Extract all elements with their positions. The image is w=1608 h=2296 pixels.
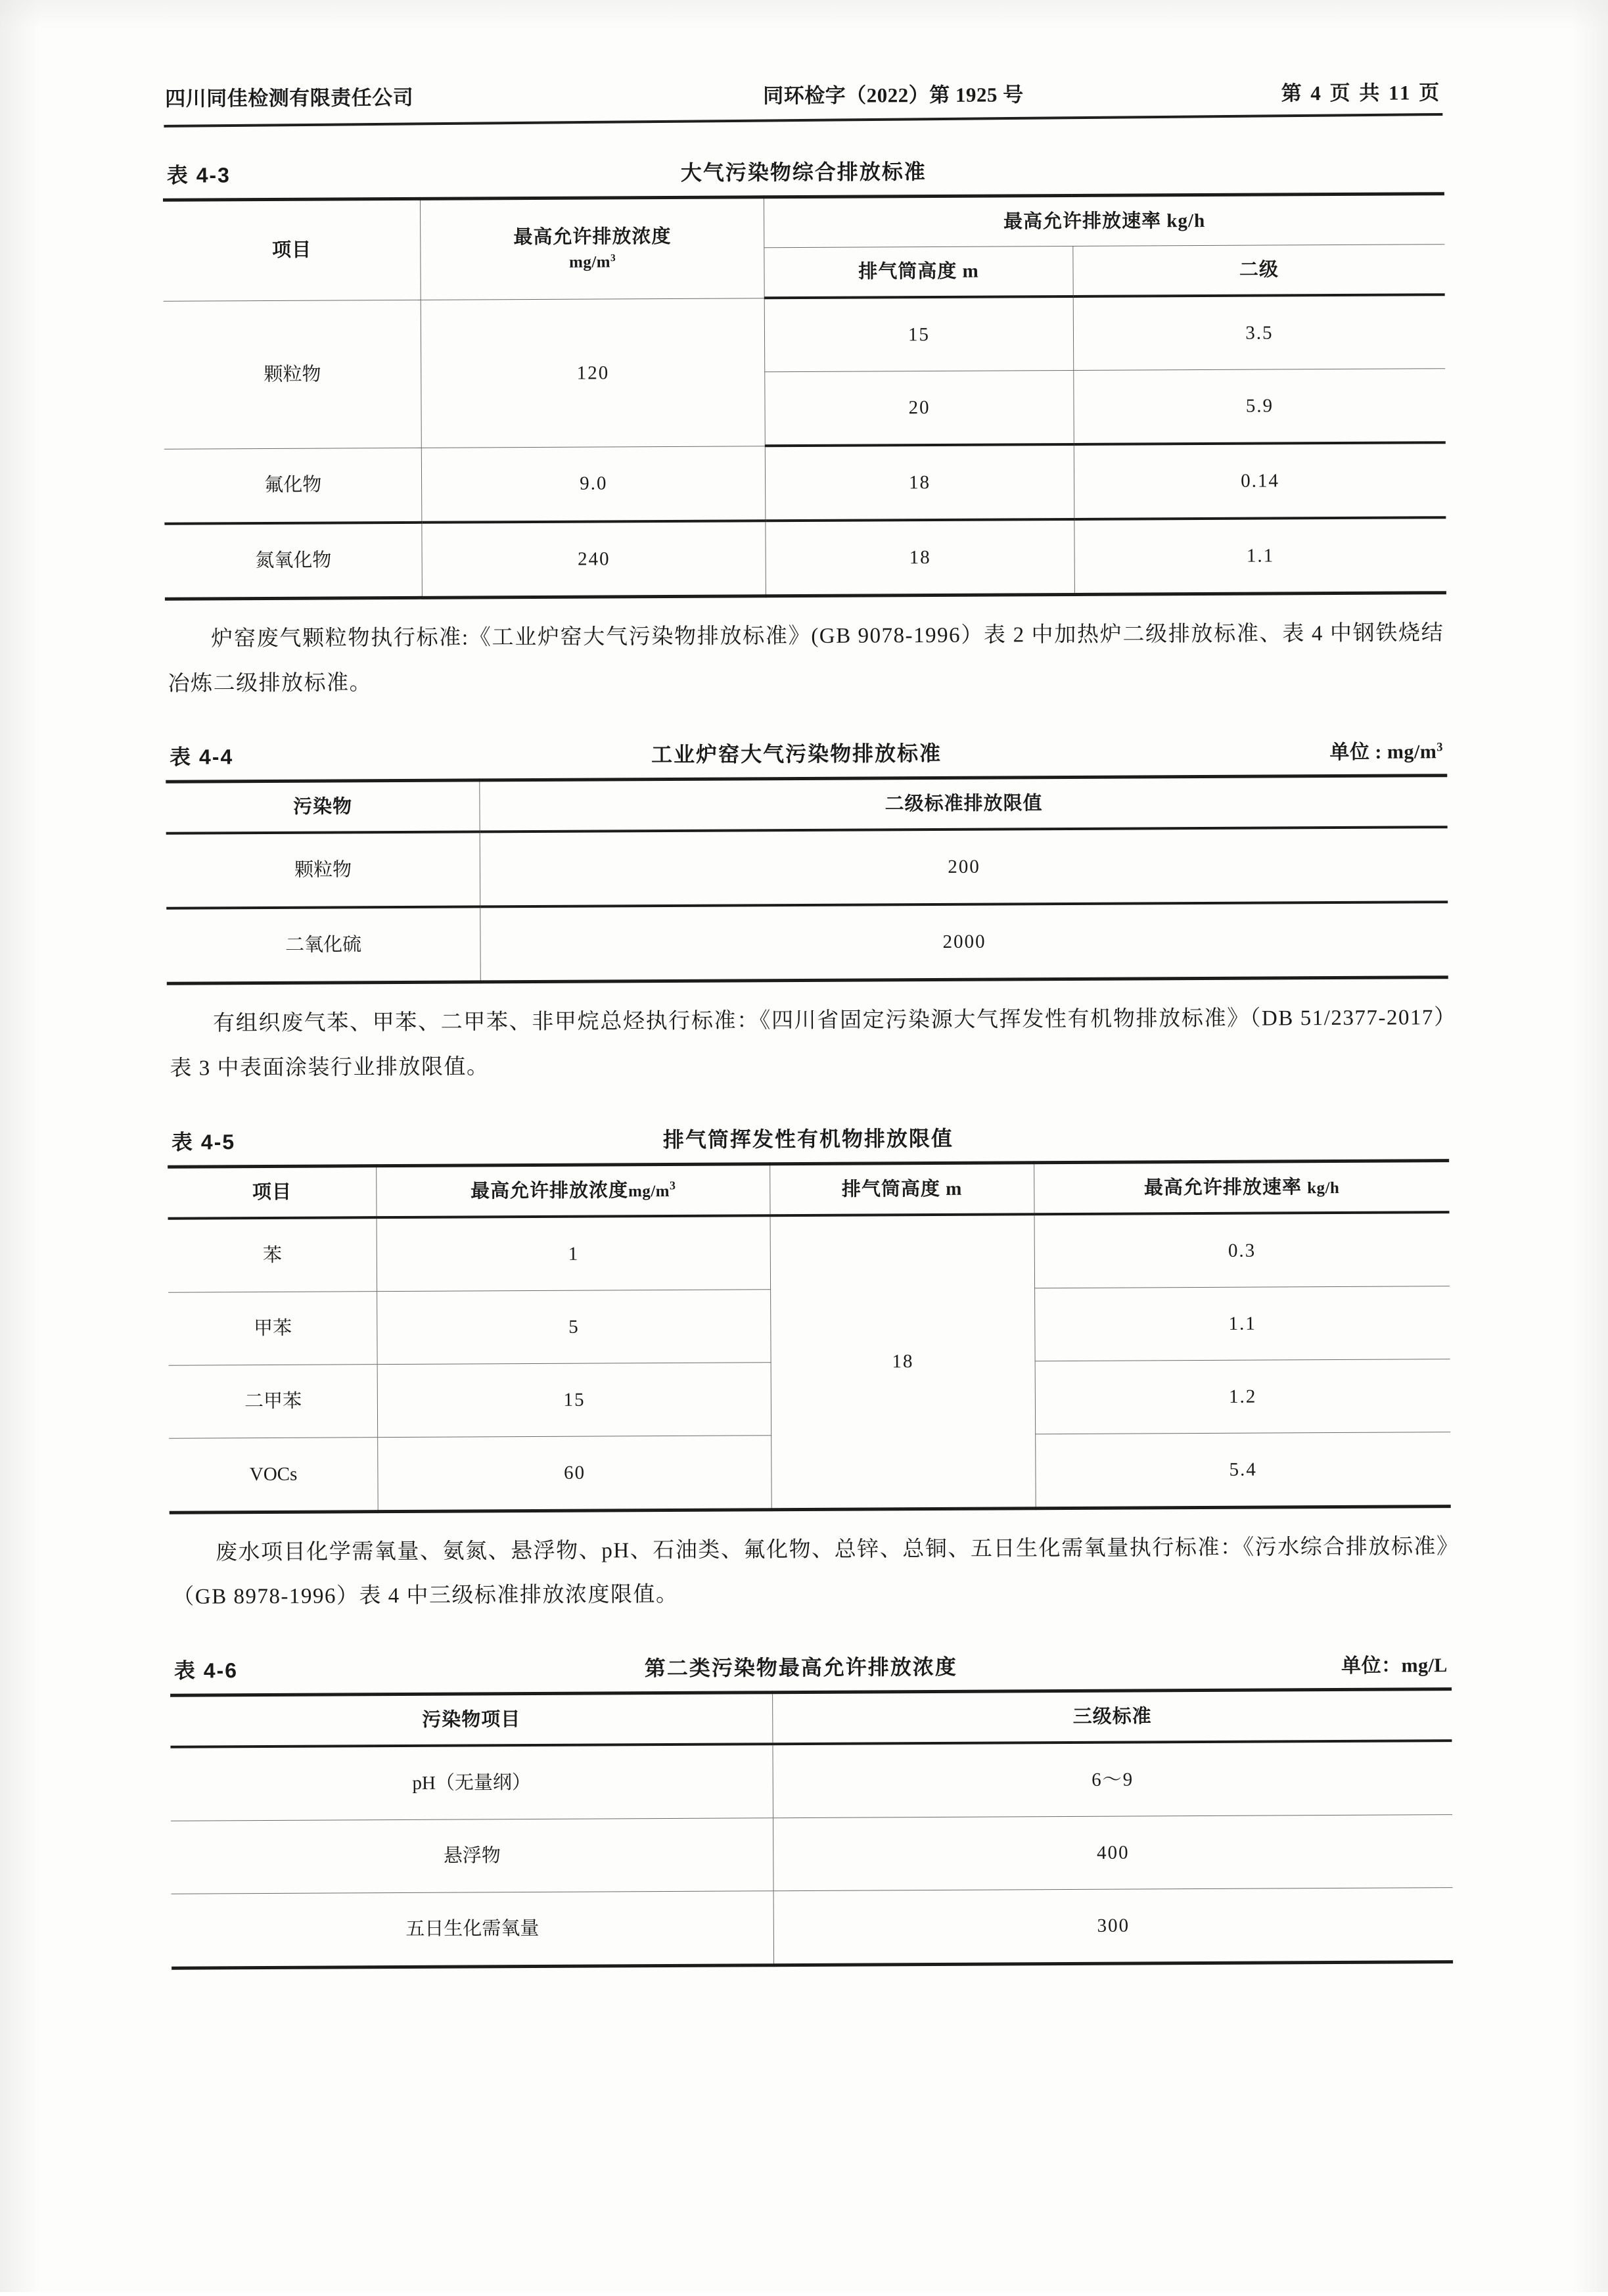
- table-row: [166, 828, 1448, 909]
- cell-item: 甲苯: [168, 1291, 377, 1365]
- table-4-6: [170, 1687, 1453, 1970]
- cell-concentration: 120: [421, 298, 766, 448]
- cell-item: 氟化物: [164, 448, 422, 524]
- col-header-stack-height: 排气筒高度 m: [770, 1162, 1034, 1215]
- table-row: [170, 1741, 1452, 1821]
- table-4-3-number: 表 4-3: [166, 163, 231, 187]
- cell-concentration: 5: [377, 1289, 771, 1364]
- col-header-max-concentration-text: 最高允许排放浓度: [470, 1179, 629, 1202]
- table-4-4-number: 表 4-4: [170, 745, 234, 770]
- table-row: [172, 1888, 1454, 1969]
- cell-concentration: 15: [377, 1362, 771, 1437]
- cell-rate: 3.5: [1073, 294, 1445, 370]
- table-4-4-unit-exponent: 3: [1436, 740, 1444, 755]
- col-header-pollutant-item: 污染物项目: [170, 1693, 773, 1747]
- table-4-6-title: 第二类污染物最高允许排放浓度: [644, 1654, 957, 1681]
- table-4-3-title: 大气污染物综合排放标准: [680, 160, 927, 185]
- header-doc-number: 同环检字（2022）第 1925 号: [763, 83, 1024, 108]
- cell-pollutant: 五日生化需氧量: [172, 1891, 774, 1968]
- col-header-max-concentration: [377, 1163, 770, 1217]
- table-row: [163, 194, 1444, 251]
- cell-stack-height: 20: [765, 371, 1074, 446]
- cell-item: 二甲苯: [169, 1364, 378, 1438]
- table-4-3: [163, 192, 1446, 601]
- cell-limit: 200: [480, 828, 1448, 907]
- unit-exponent: 3: [669, 1178, 676, 1192]
- unit-text: kg/h: [1307, 1179, 1340, 1197]
- table-row: [171, 1815, 1453, 1894]
- table-4-4: [166, 774, 1448, 986]
- paragraph-voc-standard: 有组织废气苯、甲苯、二甲苯、非甲烷总烃执行标准：《四川省固定污染源大气挥发性有机物排放标准》（DB 51/2377-2017）表 3 中表面涂装行业排放限值。: [170, 1006, 1446, 1081]
- col-header-stack-height: 排气筒高度 m: [764, 246, 1073, 298]
- table-row: [164, 442, 1446, 524]
- cell-concentration: 60: [378, 1435, 771, 1511]
- table-row: [168, 1212, 1450, 1292]
- table-row: [166, 902, 1448, 984]
- cell-pollutant: 二氧化硫: [166, 907, 480, 984]
- cell-item: 氮氧化物: [164, 523, 422, 599]
- col-header-max-concentration-unit: [426, 250, 759, 276]
- cell-item: 颗粒物: [164, 300, 422, 449]
- col-header-grade: 二级: [1073, 245, 1445, 296]
- unit-exponent: 3: [610, 252, 616, 264]
- table-4-3-caption: [163, 152, 1444, 189]
- cell-standard: 6～9: [773, 1741, 1452, 1818]
- document-content: [162, 76, 1453, 1970]
- table-4-4-caption: [166, 735, 1447, 772]
- cell-pollutant: 颗粒物: [166, 832, 480, 908]
- table-row: [170, 1689, 1452, 1747]
- col-header-max-rate: 最高允许排放速率 kg/h: [764, 194, 1444, 248]
- table-4-5-unit: [1281, 1143, 1445, 1144]
- cell-rate: 0.3: [1034, 1212, 1450, 1288]
- cell-stack-height: 18: [765, 444, 1074, 521]
- col-header-max-concentration-text: 最高允许排放浓度: [513, 226, 672, 248]
- col-header-max-rate: [1034, 1160, 1449, 1214]
- table-row: [164, 517, 1446, 599]
- cell-concentration: 9.0: [422, 446, 766, 523]
- cell-rate: 0.14: [1074, 442, 1446, 519]
- table-4-6-unit: 单位：mg/L: [1341, 1654, 1448, 1677]
- cell-item: 苯: [168, 1217, 377, 1292]
- table-4-4-unit: [1259, 736, 1443, 765]
- cell-rate: 1.1: [1074, 517, 1446, 594]
- header-company: 四川同佳检测有限责任公司: [165, 85, 414, 110]
- table-4-5: [168, 1159, 1451, 1514]
- table-4-5-caption: [168, 1119, 1449, 1156]
- paragraph-wastewater-standard: 废水项目化学需氧量、氨氮、悬浮物、pH、石油类、氟化物、总锌、总铜、五日生化需氧量执行标准：《污水综合排放标准》（GB 8978-1996）表 4 中三级标准排放浓度限值。: [172, 1534, 1449, 1610]
- table-row: [164, 294, 1446, 375]
- unit-text: mg/m: [628, 1182, 670, 1200]
- cell-stack-height: 18: [766, 519, 1074, 596]
- header-page-number: 第 4 页 共 11 页: [1281, 81, 1442, 105]
- table-row: [166, 776, 1447, 833]
- table-4-4-unit-text: 单位 : mg/m: [1329, 741, 1437, 764]
- cell-concentration: 240: [422, 521, 766, 597]
- cell-rate: 1.1: [1034, 1286, 1450, 1361]
- cell-standard: 300: [773, 1888, 1453, 1965]
- cell-rate: 5.9: [1074, 369, 1446, 444]
- table-4-5-title: 排气筒挥发性有机物排放限值: [662, 1126, 954, 1152]
- table-4-6-number: 表 4-6: [173, 1658, 239, 1683]
- col-header-item: 项目: [168, 1165, 377, 1218]
- cell-concentration: 1: [377, 1215, 770, 1291]
- col-header-pollutant: 污染物: [166, 780, 480, 833]
- cell-limit: 2000: [480, 902, 1448, 983]
- table-4-5-number: 表 4-5: [171, 1129, 236, 1154]
- cell-pollutant: pH（无量纲）: [170, 1744, 773, 1821]
- table-4-3-unit: [1276, 176, 1440, 177]
- table-4-6-caption: [170, 1648, 1452, 1685]
- table-row: [168, 1160, 1449, 1218]
- cell-pollutant: 悬浮物: [171, 1818, 773, 1894]
- col-header-grade-3-standard: 三级标准: [773, 1689, 1452, 1745]
- col-header-limit: 二级标准排放限值: [480, 776, 1448, 832]
- cell-rate: 1.2: [1035, 1359, 1450, 1434]
- col-header-item: 项目: [163, 199, 421, 301]
- cell-rate: 5.4: [1035, 1432, 1450, 1508]
- cell-item: VOCs: [169, 1437, 378, 1512]
- col-header-max-rate-text: 最高允许排放速率: [1143, 1176, 1302, 1199]
- cell-standard: 400: [773, 1815, 1453, 1891]
- unit-text: mg/m: [569, 253, 611, 271]
- col-header-max-concentration: [421, 197, 764, 300]
- table-4-4-title: 工业炉窑大气污染物排放标准: [651, 741, 942, 767]
- paragraph-furnace-standard: 炉窑废气颗粒物执行标准:《工业炉窑大气污染物排放标准》(GB 9078-1996）表 2 中加热炉二级排放标准、表 4 中钢铁烧结冶炼二级排放标准。: [168, 621, 1444, 696]
- cell-stack-height: 15: [764, 296, 1073, 372]
- cell-stack-height: 18: [770, 1214, 1036, 1509]
